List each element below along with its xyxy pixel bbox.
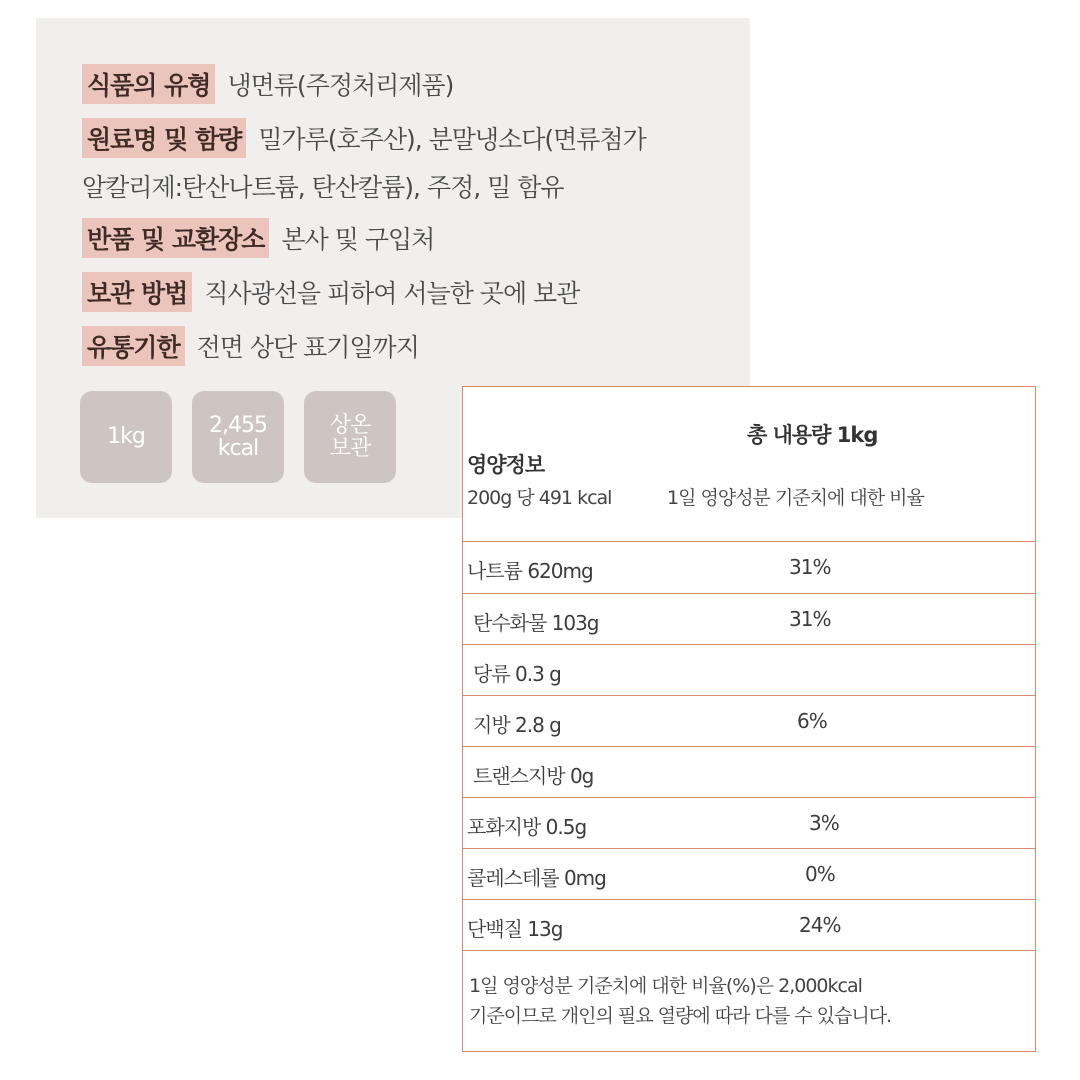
nutrient-pct: 24% — [799, 913, 841, 937]
nutrient-pct: 0% — [805, 862, 835, 886]
nutrient-row-trans-fat — [463, 747, 1035, 797]
return-place-value: 본사 및 구입처 — [281, 225, 435, 254]
calorie-badge — [192, 391, 284, 483]
weight-badge-text: 1kg — [107, 424, 145, 450]
return-place-row — [82, 218, 434, 258]
storage-label: 보관 방법 — [82, 272, 192, 312]
nutrient-pct: 31% — [789, 555, 831, 579]
nutrient-row-sugars — [463, 645, 1035, 695]
return-place-label: 반품 및 교환장소 — [82, 218, 269, 258]
nutrient-row-fat — [463, 696, 1035, 746]
nutrition-title: 영양정보 — [467, 453, 545, 477]
expiry-row — [82, 326, 419, 366]
nutrition-facts-table — [462, 386, 1036, 1052]
food-type-label: 식품의 유형 — [82, 64, 215, 104]
nutrient-name: 탄수화물 103g — [473, 611, 599, 635]
divider — [463, 950, 1035, 951]
storage-badge — [304, 391, 396, 483]
nutrient-pct: 6% — [797, 709, 827, 733]
expiry-value: 전면 상단 표기일까지 — [196, 333, 419, 362]
nutrient-name: 콜레스테롤 0mg — [467, 866, 606, 890]
nutrient-row-cholesterol — [463, 849, 1035, 899]
nutrient-name: 당류 0.3 g — [473, 662, 561, 686]
footnote-line1: 1일 영양성분 기준치에 대한 비율(%)은 2,000kcal — [469, 975, 862, 997]
daily-value-header: 1일 영양성분 기준치에 대한 비율 — [667, 487, 924, 509]
nutrient-row-carbs — [463, 594, 1035, 644]
serving-calories: 200g 당 491 kcal — [467, 487, 612, 509]
food-type-row — [82, 64, 453, 104]
nutrient-name: 단백질 13g — [467, 917, 563, 941]
expiry-label: 유통기한 — [82, 326, 185, 366]
total-content: 총 내용량 1kg — [747, 423, 878, 447]
nutrient-name: 나트륨 620mg — [467, 559, 593, 583]
ingredients-value-line2: 알칼리제:탄산나트륨, 탄산칼륨), 주정, 밀 함유 — [82, 173, 564, 202]
nutrient-pct: 3% — [809, 811, 839, 835]
ingredients-value-line1: 밀가루(호주산), 분말냉소다(면류첨가 — [258, 125, 646, 154]
daily-value-footnote — [469, 971, 891, 1032]
nutrient-row-saturated-fat — [463, 798, 1035, 848]
nutrient-pct: 31% — [789, 607, 831, 631]
storage-badge-line1: 상온 — [329, 412, 371, 438]
storage-value: 직사광선을 피하여 서늘한 곳에 보관 — [204, 279, 580, 308]
food-type-value: 냉면류(주정처리제품) — [227, 71, 454, 100]
nutrient-row-protein — [463, 900, 1035, 950]
calorie-badge-line1: 2,455 — [209, 412, 267, 438]
calorie-badge-line2: kcal — [217, 436, 259, 461]
storage-row — [82, 272, 579, 312]
nutrient-name: 지방 2.8 g — [473, 713, 561, 737]
nutrient-row-sodium — [463, 542, 1035, 592]
ingredients-row — [82, 118, 646, 158]
footnote-line2: 기준이므로 개인의 필요 열량에 따라 다를 수 있습니다. — [469, 1005, 892, 1028]
ingredients-label: 원료명 및 함량 — [82, 118, 246, 158]
nutrient-name: 트랜스지방 0g — [473, 764, 594, 788]
weight-badge — [80, 391, 172, 483]
storage-badge-line2: 보관 — [329, 436, 371, 461]
nutrient-name: 포화지방 0.5g — [467, 815, 587, 839]
